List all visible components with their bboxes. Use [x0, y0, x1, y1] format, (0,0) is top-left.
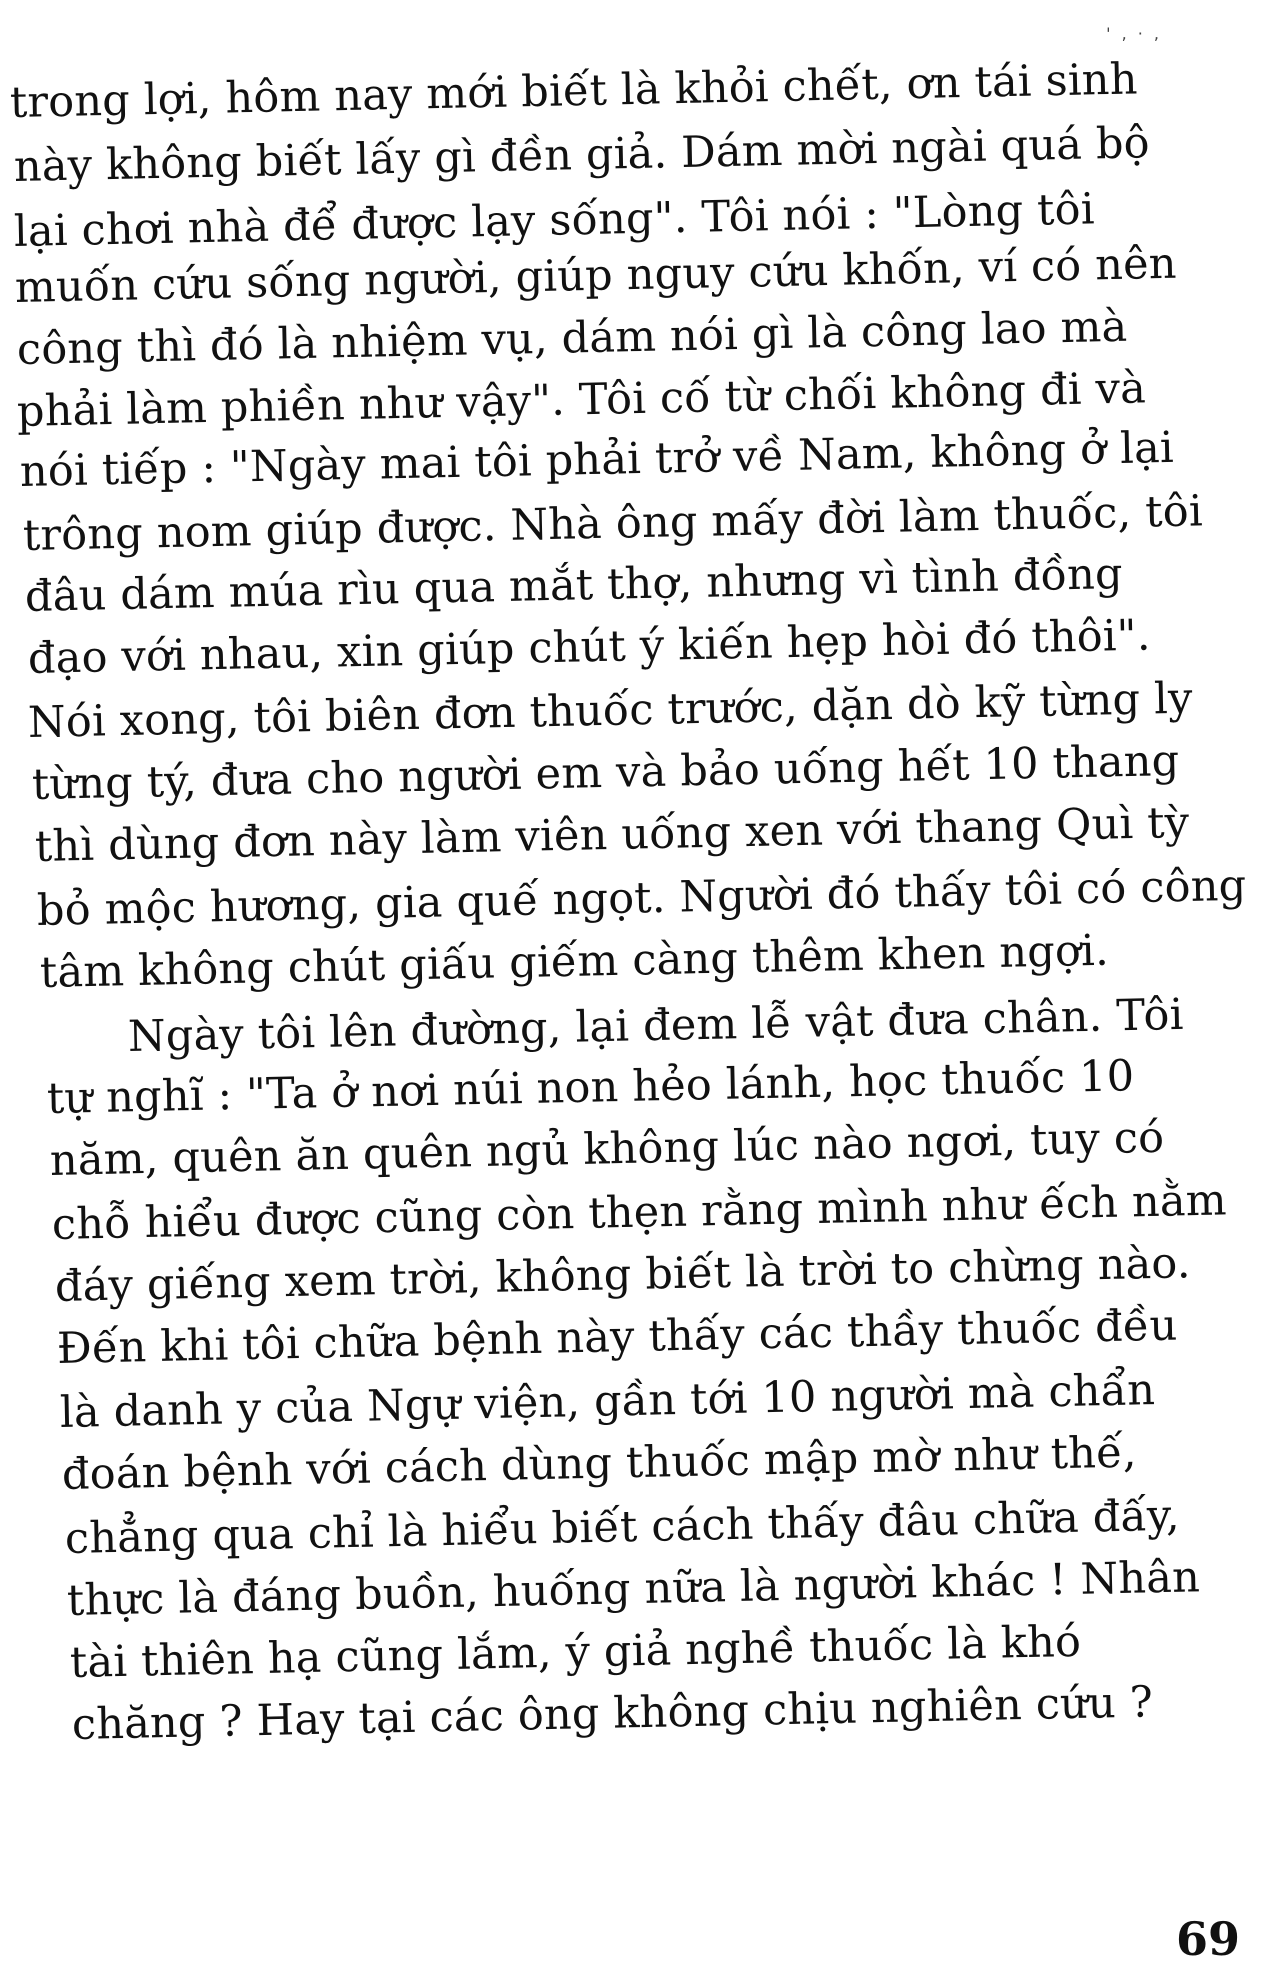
text-line: muốn cứu sống người, giúp nguy cứu khốn, ví có nên: [14, 238, 1178, 313]
text-line: chăng ? Hay tại các ông không chịu nghiên cứu ?: [71, 1677, 1154, 1750]
text-line: trong lợi, hôm nay mới biết là khỏi chết, ơn tái sinh: [9, 54, 1139, 128]
text-line: này không biết lấy gì đền giả. Dám mời ngài quá bộ: [13, 118, 1151, 192]
text-line: Nói xong, tôi biên đơn thuốc trước, dặn dò kỹ từng ly: [27, 673, 1194, 748]
text-line: bỏ mộc hương, gia quế ngọt. Người đó thấy tôi có công: [36, 860, 1247, 936]
text-line: tài thiên hạ cũng lắm, ý giả nghề thuốc là khó: [69, 1616, 1082, 1688]
text-line: tâm không chút giấu giếm càng thêm khen ngợi.: [39, 925, 1110, 998]
text-line: thực là đáng buồn, huống nữa là người khác ! Nhân: [66, 1552, 1201, 1626]
text-line: nói tiếp : "Ngày mai tôi phải trở về Nam, không ở lại: [19, 422, 1175, 497]
scan-mark: ' , · ,: [1106, 24, 1162, 43]
text-line: trông nom giúp được. Nhà ông mấy đời làm thuốc, tôi: [22, 486, 1204, 561]
text-line: phải làm phiền như vậy". Tôi cố từ chối không đi và: [16, 363, 1147, 437]
page-number: 69: [1175, 1912, 1240, 1966]
text-line: năm, quên ăn quên ngủ không lúc nào ngơi, tuy có: [49, 1112, 1165, 1186]
text-line: đâu dám múa rìu qua mắt thợ, nhưng vì tình đồng: [24, 549, 1124, 622]
text-line: chẳng qua chỉ là hiểu biết cách thấy đâu chữa đấy,: [64, 1490, 1181, 1564]
text-line: Ngày tôi lên đường, lại đem lễ vật đưa chân. Tôi: [127, 989, 1185, 1062]
text-line: lại chơi nhà để được lạy sống". Tôi nói : "Lòng tôi: [13, 184, 1096, 257]
text-line: công thì đó là nhiệm vụ, dám nói gì là công lao mà: [16, 301, 1128, 375]
text-line: từng tý, đưa cho người em và bảo uống hết 10 thang: [31, 735, 1180, 810]
text-line: đoán bệnh với cách dùng thuốc mập mờ như thế,: [61, 1427, 1138, 1500]
text-line: là danh y của Ngự viện, gần tới 10 người mà chẩn: [59, 1365, 1156, 1438]
text-line: Đến khi tôi chữa bệnh này thấy các thầy thuốc đều: [56, 1300, 1178, 1374]
text-line: tự nghĩ : "Ta ở nơi núi non hẻo lánh, học thuốc 10: [46, 1051, 1135, 1124]
text-line: đáy giếng xem trời, không biết là trời to chừng nào.: [54, 1238, 1192, 1312]
text-line: thì dùng đơn này làm viên uống xen với thang Quì tỳ: [34, 797, 1190, 872]
text-line: đạo với nhau, xin giúp chút ý kiến hẹp hòi đó thôi".: [27, 610, 1152, 684]
text-line: chỗ hiểu được cũng còn thẹn rằng mình như ếch nằm: [51, 1175, 1228, 1250]
